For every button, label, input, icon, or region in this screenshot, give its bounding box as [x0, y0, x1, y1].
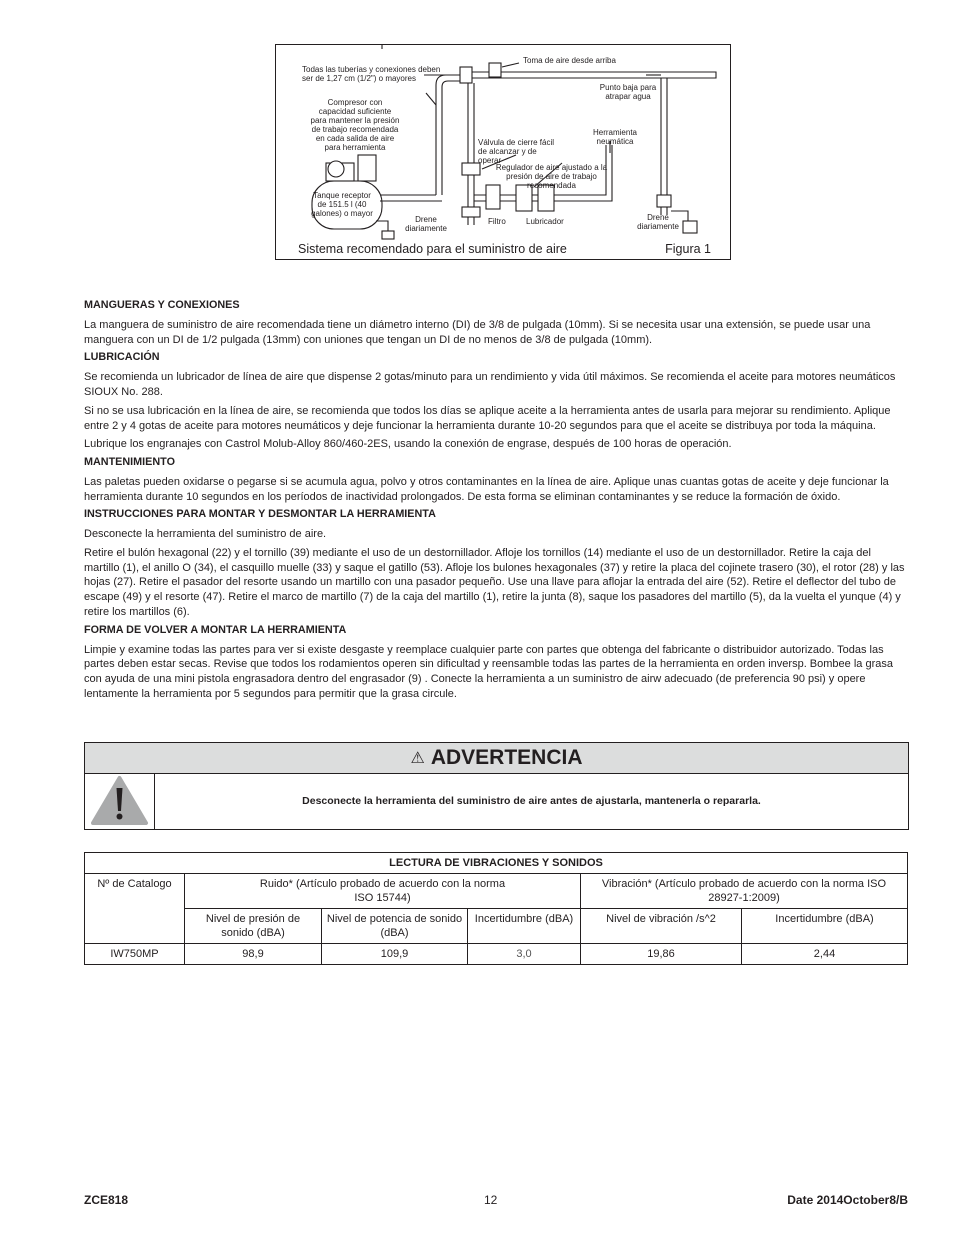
- table-cell: 109,9: [322, 944, 468, 965]
- warning-title: ADVERTENCIA: [430, 746, 583, 769]
- vibration-sound-table: [84, 852, 908, 965]
- paragraph: Las paletas pueden oxidarse o pegarse si se acumula agua, polvo y otros contaminantes en la línea de aire. Aplique unas cuantas gotas de aceite y deje funcionar la herramienta durante 10 segundos en los períodos de inactividad prolongados. De esta forma se eliminan contaminantes y se reduce la formación de óxido.: [84, 475, 889, 503]
- warning-triangle-icon: ⚠: [410, 750, 425, 767]
- section-heading-disassembly: INSTRUCCIONES PARA MONTAR Y DESMONTAR LA HERRAMIENTA: [84, 508, 436, 521]
- label-drain-right: Drene diariamente: [637, 213, 679, 231]
- label-pipes: Todas las tuberías y conexiones deben ser de 1,27 cm (1/2") o mayores: [302, 65, 441, 83]
- paragraph: Si no se usa lubricación en la línea de aire, se recomienda que todos los días se aplique aceite a la herramienta antes de usarla para mejorar su rendimiento. Aplique entre 2 y 4 gotas de aceite para motores neumáticos y deje funcionar la herramienta durante 10-20 segundos para que el aceite se distribuya por toda la máquina.: [84, 404, 891, 432]
- subheader-sound-pressure: Nivel de presión de sonido (dBA): [185, 909, 322, 944]
- warning-message: Desconecte la herramienta del suministro de aire antes de ajustarla, mantenerla o repararla.: [302, 795, 761, 807]
- section-heading-lubrication: LUBRICACIÓN: [84, 351, 160, 364]
- table-cell: IW750MP: [85, 944, 185, 965]
- table-cell: 98,9: [185, 944, 322, 965]
- table-cell: 3,0: [468, 944, 581, 965]
- paragraph: Limpie y examine todas las partes para ver si existe desgaste y reemplace cualquier parte con partes que obtenga del fabricante o distribuidor autorizado. Todas las partes deben estar secas. Revise que todos los rodamientos operen sin dificultad y reensamble todas las partes de la herramienta en orden inversp. Bombee la grasa con ayuda de una mini pistola engrasadora dentro del engrasador (9) . Conecte la herramienta a un suministro de airw adecuado (de preferencia 90 psi) y opere lentamente la herramienta por 5 segundos para permitir que la grasa circule.: [84, 643, 893, 700]
- paragraph: Desconecte la herramienta del suministro de aire.: [84, 528, 327, 541]
- noise-header-text: Ruido* (Artículo probado de acuerdo con la norma ISO 15744): [259, 878, 506, 904]
- paragraph: Se recomienda un lubricador de línea de aire que dispense 2 gotas/minuto para un rendimiento y vida útil máximos. Se recomienda el aceite para motores neumáticos SIOUX No. 288.: [84, 371, 896, 399]
- table-cell: 19,86: [581, 944, 742, 965]
- label-lubricator: Lubricador: [526, 217, 564, 226]
- paragraph: Retire el bulón hexagonal (22) y el tornillo (39) mediante el uso de un destornillador. Afloje los tornillos (14) mediante el uso de un destornillador. Retire la caja del martillo (1), el anillo O (34), el casquillo muelle (33) y saque el gatillo (53). Afloje los bulones hexagonales (37) y retire la placa del cojinete trasero (30), el rotor (28) y las hojas (27). Retire el pasador del resorte usando un martillo con una pasador pequeño. Use una llave para aflojar la entrada del aire (52). Retire el deflector del tubo de escape (49) y el resorte (47). Retire el marco de martillo (7) de la caja del martillo (1), retire la junta (8), saque los pasadores del martillo (5), da la vuelta el yunque (4) y retire los martillos (6).: [84, 547, 905, 618]
- exclamation-triangle-icon: [85, 773, 154, 829]
- noise-header: [185, 874, 581, 909]
- label-filter: Filtro: [488, 217, 506, 226]
- page-number: 12: [484, 1193, 498, 1207]
- label-tank: Tanque receptor de 151.5 l (40 galones) o mayor: [311, 191, 373, 218]
- section-heading-maintenance: MANTENIMIENTO: [84, 455, 175, 468]
- warning-box: [84, 742, 909, 830]
- vibration-header: [581, 874, 908, 909]
- label-pneumatic-tool: Herramienta neumática: [592, 128, 637, 146]
- warning-icon-cell: [85, 773, 155, 829]
- document-code: ZCE818: [84, 1193, 129, 1207]
- warning-header: [85, 743, 908, 774]
- label-valve: Válvula de cierre fácil de alcanzar y de operar: [478, 138, 555, 165]
- label-compressor: Compresor con capacidad suficiente para mantener la presión de trabajo recomendada en cada salida de aire para herramienta: [310, 98, 400, 152]
- catalog-header: Nº de Catalogo: [85, 874, 185, 944]
- table-title: LECTURA DE VIBRACIONES Y SONIDOS: [85, 853, 908, 874]
- section-heading-reassembly: FORMA DE VOLVER A MONTAR LA HERRAMIENTA: [84, 623, 347, 636]
- section-heading-hoses: MANGUERAS Y CONEXIONES: [84, 299, 240, 311]
- figure-number: Figura 1: [665, 242, 711, 256]
- subheader-vibration-uncertainty: Incertidumbre (dBA): [742, 909, 908, 944]
- label-drain-left: Drene diariamente: [405, 215, 447, 233]
- figure-caption: Sistema recomendado para el suministro de aire: [298, 242, 567, 256]
- vibration-header-text: Vibración* (Artículo probado de acuerdo con la norma ISO 28927-1:2009): [601, 878, 887, 904]
- table-row: [85, 944, 908, 965]
- subheader-sound-power: Nivel de potencia de sonido (dBA): [322, 909, 468, 944]
- subheader-vibration-level: Nivel de vibración /s^2: [581, 909, 742, 944]
- paragraph: La manguera de suministro de aire recomendada tiene un diámetro interno (DI) de 3/8 de pulgada (10mm). Si se necesita usar una extensión, se puede usar una manguera con un DI de 1/2 pulgada (13mm) con uniones que tengan un DI de no menos de 3/8 de pulgada (10mm).: [84, 319, 871, 346]
- paragraph: Lubrique los engranajes con Castrol Molub-Alloy 860/460-2ES, usando la conexión de engrase, después de 100 horas de operación.: [84, 438, 732, 451]
- document-date: Date 2014October8/B: [787, 1193, 908, 1207]
- air-supply-figure: [275, 44, 731, 260]
- label-low-point: Punto baja para atrapar agua: [599, 83, 657, 101]
- table-cell: 2,44: [742, 944, 908, 965]
- label-top-air: Toma de aire desde arriba: [523, 56, 616, 65]
- subheader-noise-uncertainty: Incertidumbre (dBA): [468, 909, 581, 944]
- label-regulator: Regulador de aire ajustado a la presión de aire de trabajo recomendada: [495, 163, 608, 190]
- instructions-body: [84, 299, 908, 705]
